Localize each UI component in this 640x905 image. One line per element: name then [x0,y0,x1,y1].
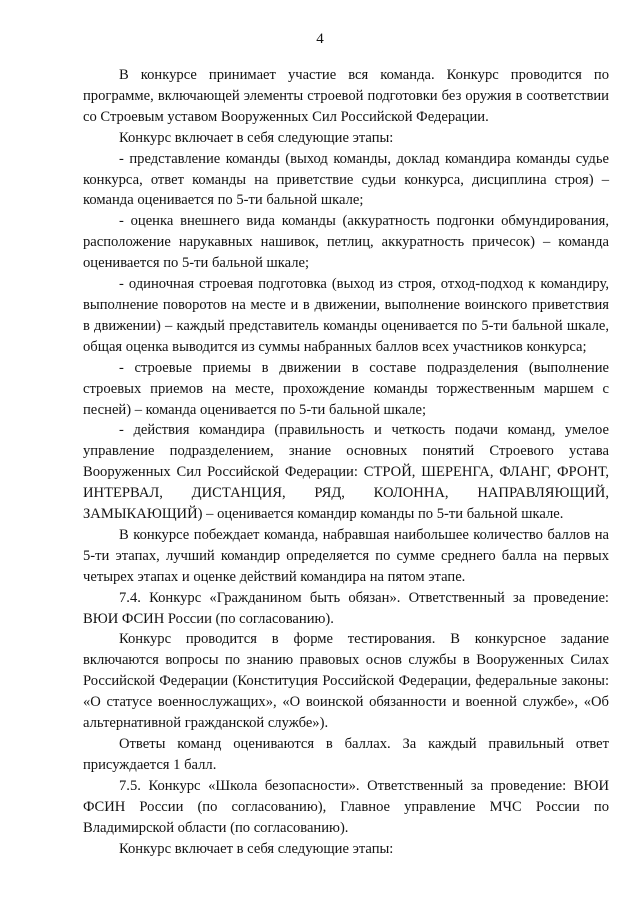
list-item-unit-drill: - строевые приемы в движении в составе подразделения (выполнение строевых приемов на месте, прохождение команды торжественным маршем с песней) – команда оценивается по 5-ти бальной шкале; [83,359,609,418]
section-7-5-heading: 7.5. Конкурс «Школа безопасности». Ответственный за проведение: ВЮИ ФСИН России (по согласованию), Главное управление МЧС России по Владимирской области (по согласованию). [83,777,609,836]
list-item-single-drill: - одиночная строевая подготовка (выход из строя, отход-подход к командиру, выполнение поворотов на месте и в движении, выполнение воинского приветствия в движении) – каждый представитель команды оценивается по 5-ти бальной шкале, общая оценка выводится из суммы набранных баллов всех участников конкурса; [83,276,609,355]
list-item-appearance: - оценка внешнего вида команды (аккуратность подгонки обмундирования, расположение нарукавных нашивок, петлиц, аккуратность причесок) – команда оценивается по 5-ти бальной шкале; [83,213,609,272]
paragraph-stages-heading-2: Конкурс включает в себя следующие этапы: [119,840,394,857]
paragraph-scoring: Ответы команд оцениваются в баллах. За каждый правильный ответ присуждается 1 балл. [83,736,609,773]
paragraph-intro: В конкурсе принимает участие вся команда. Конкурс проводится по программе, включающей элементы строевой подготовки без оружия в соответствии со Строевым уставом Вооруженных Сил Российской Федерации. [83,67,609,125]
paragraph-winner-rules: В конкурсе побеждает команда, набравшая наибольшее количество баллов на 5-ти этапах, лучший командир определяется по сумме среднего балла на первых четырех этапах и оценке действий командира на пятом этапе. [83,526,609,585]
document-body [83,65,609,859]
page-number: 4 [316,31,324,47]
list-item-commander-actions: - действия командира (правильность и четкость подачи команд, умелое управление подразделением, знание основных понятий Строевого устава Вооруженных Сил Российской Федерации: СТРОЙ, ШЕРЕНГА, ФЛАНГ, ФРОНТ, ИНТЕРВАЛ, ДИСТАНЦИЯ, РЯД, КОЛОННА, НАПРАВЛЯЮЩИЙ, ЗАМЫКАЮЩИЙ) – оценивается командир команды по 5-ти бальной шкале. [83,422,609,523]
section-7-4-heading: 7.4. Конкурс «Гражданином быть обязан». Ответственный за проведение: ВЮИ ФСИН России (по согласованию). [83,589,609,627]
paragraph-stages-heading: Конкурс включает в себя следующие этапы: [119,129,394,146]
list-item-team-presentation: - представление команды (выход команды, доклад командира команды судье конкурса, ответ команды на приветствие судьи конкурса, дисциплина строя) – команда оценивается по 5-ти бальной шкале; [83,150,609,209]
paragraph-testing-format: Конкурс проводится в форме тестирования. В конкурсное задание включаются вопросы по знанию правовых основ службы в Вооруженных Силах Российской Федерации (Конституция Российской Федерации, федеральные законы: «О статусе военнослужащих», «О воинской обязанности и военной службе», «Об альтернативной гражданской службе»). [83,631,609,732]
